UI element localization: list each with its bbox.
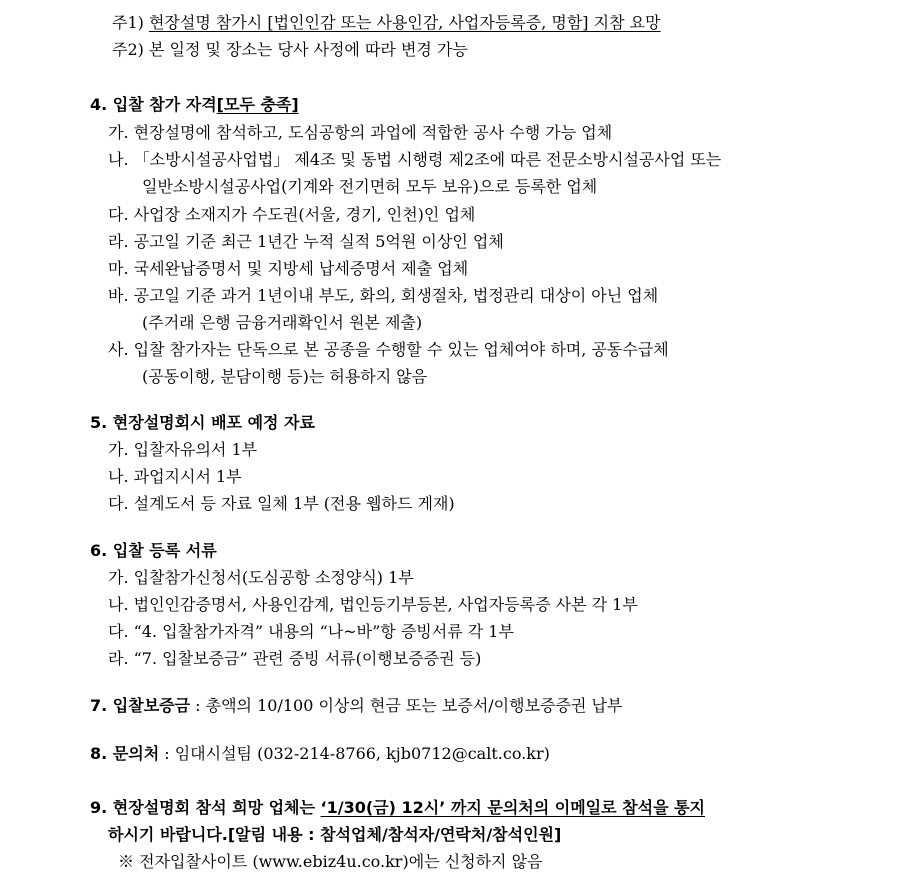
- section-4-item-continuation: (주거래 은행 금융거래확인서 원본 제출): [142, 313, 423, 332]
- section-9-heading: [90, 798, 705, 818]
- section-5-item: 가. 입찰자유의서 1부: [108, 440, 258, 459]
- note-1: [112, 13, 661, 33]
- section-7: [90, 696, 622, 716]
- section-6-item: 다. “4. 입찰참가자격” 내용의 “나~바”항 증빙서류 각 1부: [108, 622, 514, 641]
- section-8-heading: 8. 문의처: [90, 744, 160, 763]
- note-1-prefix: 주1): [112, 13, 149, 32]
- section-6-item: 가. 입찰참가신청서(도심공항 소정양식) 1부: [108, 568, 414, 587]
- section-5-item: 나. 과업지시서 1부: [108, 467, 242, 486]
- section-5-heading: 5. 현장설명회시 배포 예정 자료: [90, 413, 315, 432]
- section-4-heading-text: 4. 입찰 참가 자격: [90, 95, 217, 114]
- section-5-item: 다. 설계도서 등 자료 일체 1부 (전용 웹하드 게재): [108, 494, 455, 513]
- note-2: 주2) 본 일정 및 장소는 당사 사정에 따라 변경 가능: [112, 40, 468, 59]
- section-4-item: 마. 국세완납증명서 및 지방세 납세증명서 제출 업체: [108, 259, 469, 278]
- section-4-item: 다. 사업장 소재지가 수도권(서울, 경기, 인천)인 업체: [108, 205, 476, 224]
- section-4-item-continuation: (공동이행, 분담이행 등)는 허용하지 않음: [142, 367, 428, 386]
- section-4-item-continuation: 일반소방시설공사업(기계와 전기면허 모두 보유)으로 등록한 업체: [142, 177, 598, 196]
- section-6-item: 라. “7. 입찰보증금” 관련 증빙 서류(이행보증증권 등): [108, 649, 482, 668]
- section-7-text: : 총액의 10/100 이상의 현금 또는 보증서/이행보증증권 납부: [190, 696, 623, 715]
- section-9-note: ※ 전자입찰사이트 (www.ebiz4u.co.kr)에는 신청하지 않음: [118, 852, 543, 871]
- section-8-text: : 임대시설팀 (032-214-8766, kjb0712@calt.co.kr): [159, 744, 550, 763]
- section-7-heading: 7. 입찰보증금: [90, 696, 191, 715]
- section-8: [90, 744, 550, 764]
- section-6-heading: 6. 입찰 등록 서류: [90, 541, 217, 560]
- note-1-underlined-text: 현장설명 참가시 [법인인감 또는 사용인감, 사업자등록증, 명함] 지참 요망: [148, 13, 661, 32]
- section-6-item: 나. 법인인감증명서, 사용인감계, 법인등기부등본, 사업자등록증 사본 각 1부: [108, 595, 638, 614]
- section-4-heading-underlined: [모두 충족]: [216, 95, 299, 114]
- section-4-item: 나. 「소방시설공사업법」 제4조 및 동법 시행령 제2조에 따른 전문소방시설공사업 또는: [108, 150, 722, 169]
- section-4-item: 바. 공고일 기준 과거 1년이내 부도, 화의, 회생절차, 법정관리 대상이 아닌 업체: [108, 286, 659, 305]
- section-4-item: 라. 공고일 기준 최근 1년간 누적 실적 5억원 이상인 업체: [108, 232, 504, 251]
- section-4-item: 가. 현장설명에 참석하고, 도심공항의 과업에 적합한 공사 수행 가능 업체: [108, 123, 613, 142]
- section-9-line-2: 하시기 바랍니다.[알림 내용 : 참석업체/참석자/연락처/참석인원]: [108, 825, 562, 844]
- section-4-heading: [90, 95, 299, 115]
- section-4-item: 사. 입찰 참가자는 단독으로 본 공종을 수행할 수 있는 업체여야 하며, 공동수급체: [108, 340, 669, 359]
- section-9-heading-text: 9. 현장설명회 참석 희망 업체는: [90, 798, 321, 817]
- section-9-heading-underlined: ‘1/30(금) 12시’ 까지 문의처의 이메일로 참석을 통지: [320, 798, 706, 817]
